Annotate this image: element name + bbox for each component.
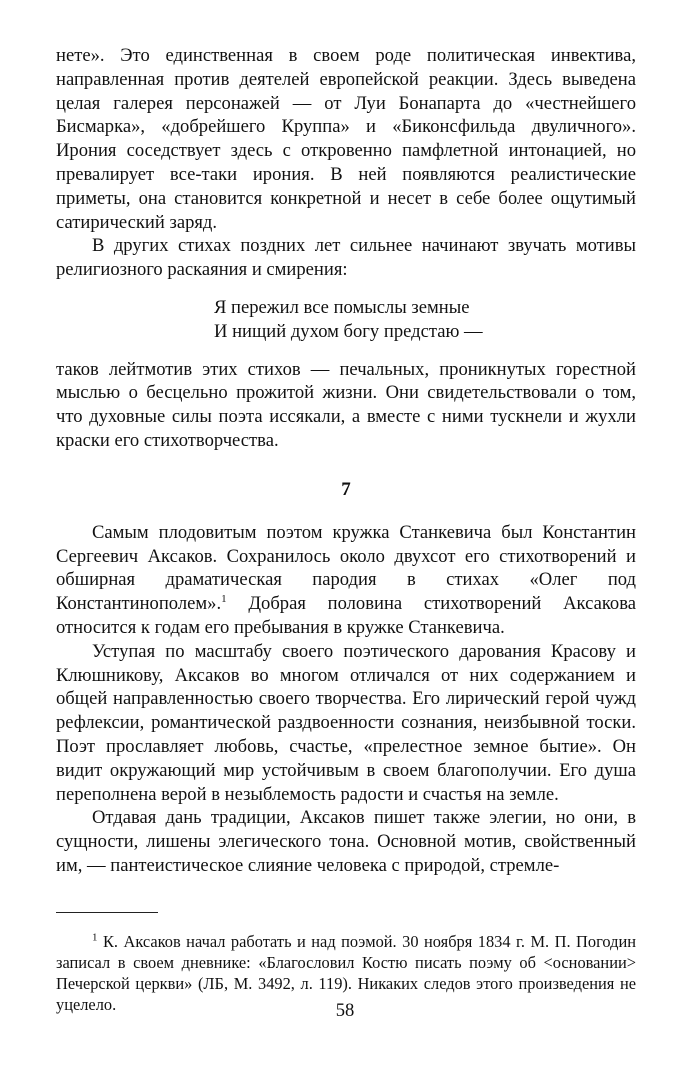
- section-number: 7: [341, 478, 351, 500]
- paragraph-aksakov-hero: Уступая по масштабу своего поэтического дарования Красову и Клюшникову, Аксаков во многом отличался от них содержанием и общей направленностью своего творчества. Его лирический герой чужд рефлексии, романтической раздвоенности сознания, неизбывной тоски. Поэт прославляет любовь, счастье, «прелестное земное бытие». Он видит окружающий мир устойчивым в своем благополучии. Его душа переполнена верой в незыблемость радости и счастья на земле.: [56, 640, 636, 805]
- paragraph-continuation: нете». Это единственная в своем роде политическая инвектива, направленная против деятелей европейской реакции. Здесь выведена целая галерея персонажей — от Луи Бонапарта до «честнейшего Бисмарка», «добрейшего Круппа» и «Биконсфильда двуличного». Ирония соседствует здесь с откровенно памфлетной интонацией, но превалирует все-таки ирония. В ней появляются реалистические приметы, она становится конкретной и несет в себе более ощутимый сатирический заряд.: [56, 45, 636, 233]
- footnote-divider: [56, 912, 158, 913]
- paragraph-religious-motifs: В других стихах поздних лет сильнее начинают звучать мотивы религиозного раскаяния и смирения:: [56, 235, 636, 281]
- page-number: 58: [335, 1000, 355, 1021]
- paragraph-aksakov-intro: [56, 521, 636, 640]
- paragraph-aksakov-intro-text: Самым плодовитым поэтом кружка Станкевича был Константин Сергеевич Аксаков. Сохранилось около двухсот его стихотворений и обширная драматическая пародия в стихах «Олег под Константинополем».: [56, 521, 636, 615]
- footnote-text: К. Аксаков начал работать и над поэмой. 30 ноября 1834 г. М. П. Погодин записал в своем дневнике: «Благословил Костю писать поэму об <основании> Печерской церкви» (ЛБ, М. 3492, л. 119). Никаких следов этого произведения не уцелело.: [56, 931, 636, 1014]
- paragraph-aksakov-intro-rest: Добрая половина стихотворений Аксакова относится к годам его пребывания в кружке Станкевича.: [56, 593, 636, 638]
- verse-line-1: Я пережил все помыслы земные: [214, 296, 470, 318]
- footnote-mark: 1: [92, 931, 98, 944]
- verse-quote: [214, 296, 636, 344]
- paragraph-leitmotif: таков лейтмотив этих стихов — печальных, проникнутых горестной мыслью о бесцельно прожитой жизни. Они свидетельствовали о том, что духовные силы поэта иссякали, а вместе с ними тускнели и жухли краски его стихотворчества.: [56, 358, 636, 451]
- book-page: [56, 44, 636, 1015]
- paragraph-aksakov-elegies: Отдавая дань традиции, Аксаков пишет также элегии, но они, в сущности, лишены элегического тона. Основной мотив, свойственный им, — пантеистическое слияние человека с природой, стремле-: [56, 807, 636, 876]
- verse-line-2: И нищий духом богу предстаю —: [214, 320, 483, 342]
- footnote-reference-mark: 1: [221, 592, 227, 605]
